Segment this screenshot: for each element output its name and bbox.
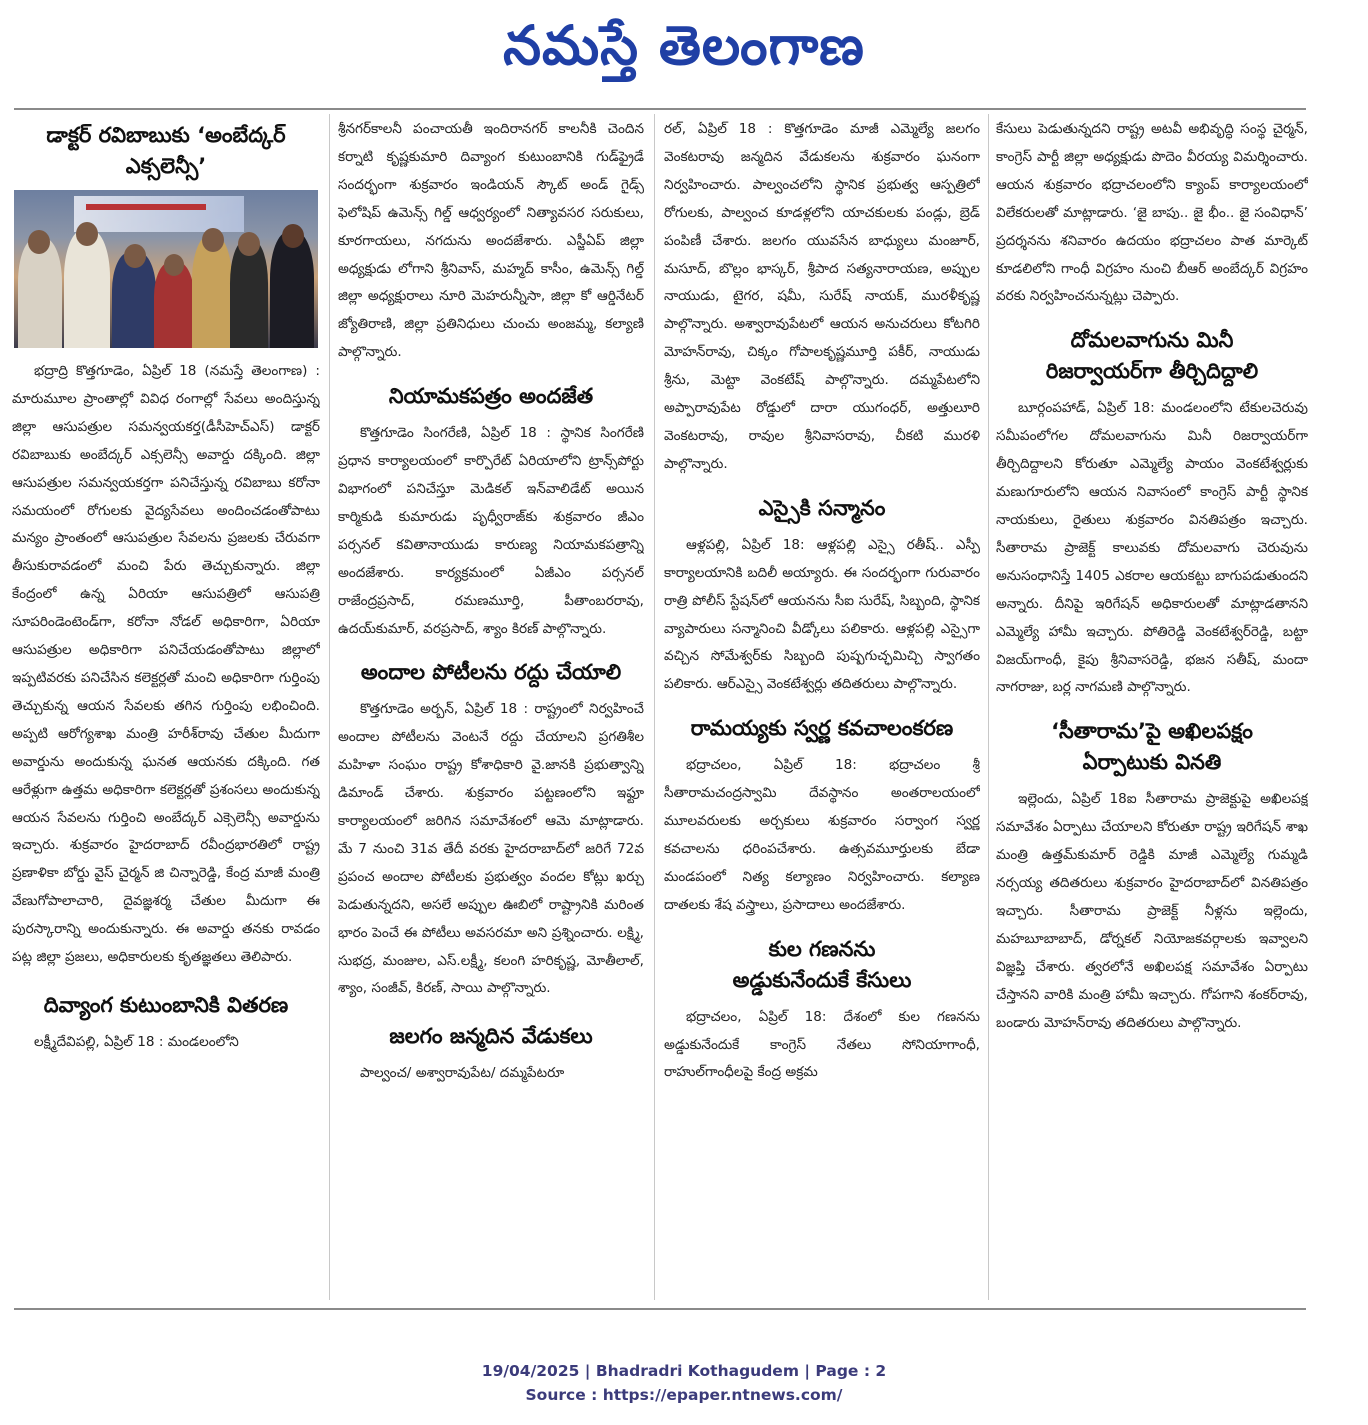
award-ceremony-photo bbox=[14, 190, 318, 348]
bottom-rule bbox=[14, 1308, 1306, 1310]
article-body: రల్, ఏప్రిల్ 18 : కొత్తగూడెం మాజీ ఎమ్మెల్యే జలగం వెంకటరావు జన్మదిన వేడుకలను శుక్రవారం ఘనంగా నిర్వహించారు. పాల్వంచలోని స్థానిక ప్రభుత్వ ఆస్పత్రిలో రోగులకు, పాల్వంచ కూడళ్లలోని యాచకులకు పండ్లు, బ్రెడ్ పంపిణీ చేశారు. జలగం యువసేన బాధ్యులు మంజూర్, మసూద్, బొల్లం భాస్కర్, శ్రీపాద సత్యనారాయణ, అప్పుల నాయుడు, టైగర, షమీ, సురేష్ నాయక్, మురళీకృష్ణ పాల్గొన్నారు. అశ్వారావుపేటలో ఆయన అనుచరులు కోటగిరి మోహన్‌రావు, చిక్కం గోపాలకృష్ణమూర్తి పకీర్, నాయుడు శ్రీను, మెట్టా వెంకటేష్ పాల్గొన్నారు. దమ్మపేటలోని అప్పారావుపేట రోడ్డులో దారా యుగంధర్, అత్తులూరి వెంకటరావు, రావుల శ్రీనివాసరావు, చీకటి మురళి పాల్గొన్నారు. bbox=[664, 121, 980, 472]
column-divider bbox=[654, 114, 655, 1300]
article-headline: జలగం జన్మదిన వేడుకలు bbox=[389, 1024, 593, 1049]
article-body: లక్ష్మీదేవిపల్లి, ఏప్రిల్ 18 : మండలంలోని bbox=[34, 1033, 239, 1050]
article-headline: కుల గణనను అడ్డుకునేందుకే కేసులు bbox=[732, 936, 912, 992]
article-headline: నియామకపత్రం అందజేత bbox=[388, 384, 594, 409]
person-figure bbox=[64, 230, 110, 348]
column-1 bbox=[12, 116, 320, 1302]
article-headline: డాక్టర్ రవిబాబుకు ‘అంబేద్కర్ ఎక్సలెన్సీ’ bbox=[46, 123, 286, 178]
person-figure bbox=[270, 232, 314, 348]
person-head bbox=[202, 228, 224, 252]
person-head bbox=[28, 230, 50, 254]
article-headline: ‘సీతారామ’పై అఖిలపక్షం ఏర్పాటుకు వినతి bbox=[1051, 719, 1253, 775]
article-body: పాల్వంచ/ అశ్వారావుపేట/ దమ్మపేటరూ bbox=[360, 1065, 565, 1082]
person-head bbox=[124, 244, 146, 268]
article-body: భద్రాద్రి కొత్తగూడెం, ఏప్రిల్ 18 (నమస్తే తెలంగాణ) : మారుమూల ప్రాంతాల్లో వివిధ రంగాల్లో సేవలు అందిస్తున్న జిల్లా ఆసుపత్రుల సమన్వయకర్త(డీసీహెచ్ఎస్) డాక్టర్ రవిబాబుకు అంబేద్కర్ ఎక్సలెన్సీ అవార్డు దక్కింది. జిల్లా ఆసుపత్రుల సమన్వయకర్తగా పనిచేస్తున్న రవిబాబు కరోనా సమయంలో రోగులకు వైద్యసేవలు అందించడంతోపాటు మన్యం ప్రాంతంలో ఆసుపత్రుల సేవలను ప్రజలకు చేరువగా తీసుకురావడంలో మంచి పేరు తెచ్చుకున్నారు. జిల్లా కేంద్రంలో ఉన్న ఏరియా ఆసుపత్రిలో ఆసుపత్రి సూపరిండెంటెండ్‌గా, కరోనా నోడల్ అధికారిగా, ఏరియా ఆసుపత్రుల అధికారిగా పనిచేయడంతోపాటు జిల్లాలో ఇప్పటివరకు పనిచేసిన కలెక్టర్లతో మంచి అధికారిగా గుర్తింపు తెచ్చుకున్న ఆయన సేవలకు తగిన గుర్తింపు లభించింది. అప్పటి ఆరోగ్యశాఖ మంత్రి హరీశ్‌రావు చేతుల మీదుగా అవార్డును అందుకున్న ఘనత ఆయనకు దక్కింది. గత ఆరేళ్లుగా ఉత్తమ అధికారిగా కలెక్టర్లతో ప్రశంసలు అందుకున్న ఆయన సేవలను గుర్తించి అంబేద్కర్ ఎక్సెలెన్సీ అవార్డును ఇచ్చారు. శుక్రవారం హైదరాబాద్ రవీంద్రభారతిలో రాష్ట్ర ప్రణాళికా బోర్డు వైస్ చైర్మన్ జి చిన్నారెడ్డి, కేంద్ర మాజీ మంత్రి వేణుగోపాలాచారి, దైవజ్ఞశర్మ చేతుల మీదుగా ఈ పురస్కారాన్ని అందుకున్నారు. ఈ అవార్డు తనకు రావడం పట్ల జిల్లా ప్రజలు, అధికారులకు కృతజ్ఞతలు తెలిపారు. bbox=[12, 363, 320, 966]
article-body: శ్రీనగర్‌కాలనీ పంచాయతీ ఇందిరానగర్ కాలనీకి చెందిన కర్నాటి కృష్ణకుమారి దివ్యాంగ కుటుంబానికి గుడ్‌ఫ్రైడే సందర్భంగా శుక్రవారం ఇండియన్ స్కౌట్ అండ్ గైడ్స్ ఫెలోషిప్ ఉమెన్స్ గిల్డ్ ఆధ్వర్యంలో నిత్యావసర సరుకులు, కూరగాయలు, నగదును అందజేశారు. ఎస్జీఏప్ జిల్లా అధ్యక్షుడు లోగాని శ్రీనివాస్, మహ్మద్ కాసీం, ఉమెన్స్ గిల్డ్ జిల్లా అధ్యక్షురాలు నూరి మెహరున్నీసా, జిల్లా కో ఆర్డినేటర్ జ్యోతిరాణి, జిల్లా ప్రతినిధులు చుంచు అంజమ్మ, కల్యాణి పాల్గొన్నారు. bbox=[338, 121, 644, 361]
person-head bbox=[164, 254, 184, 276]
article-headline: దోమలవాగును మినీ రిజర్వాయర్‌గా తీర్చిదిద్దాలి bbox=[1045, 328, 1259, 384]
article-body: ఆళ్లపల్లి, ఏప్రిల్ 18: ఆళ్లపల్లి ఎస్సై రతీష్.. ఎస్పీ కార్యాలయానికి బదిలీ అయ్యారు. ఈ సందర్భంగా గురువారం రాత్రి పోలీస్ స్టేషన్‌లో ఆయనను సీఐ సురేష్, సిబ్బంది, స్థానిక వ్యాపారులు సన్మానించి వీడ్కోలు పలికారు. ఆళ్లపల్లి ఎస్సైగా వచ్చిన సోమేశ్వర్‌కు సిబ్బంది పుష్పగుచ్ఛమిచ్చి స్వాగతం పలికారు. ఆర్ఎస్సై వెంకటేశ్వర్లు తదితరులు పాల్గొన్నారు. bbox=[664, 536, 980, 693]
article-body: కొత్తగూడెం సింగరేణి, ఏప్రిల్ 18 : స్థానిక సింగరేణి ప్రధాన కార్యాలయంలో కార్పొరేట్ ఏరియాలోని ట్రాన్స్‌పోర్టు విభాగంలో పనిచేస్తూ మెడికల్ ఇన్‌వాలిడేట్ అయిన కార్మికుడి కుమారుడు పృధ్వీరాజ్‌కు శుక్రవారం జీఎం పర్సనల్ కవితానాయుడు కారుణ్య నియామకపత్రాన్ని అందజేశారు. కార్యక్రమంలో ఏజీఎం పర్సనల్ రాజేంద్రప్రసాద్, రమణమూర్తి, పీతాంబరరావు, ఉదయ్‌కుమార్, వరప్రసాద్, శ్యాం కిరణ్ పాల్గొన్నారు. bbox=[338, 425, 644, 637]
article-headline: దివ్యాంగ కుటుంబానికి వితరణ bbox=[43, 992, 289, 1017]
article-headline: రామయ్యకు స్వర్ణ కవచాలంకరణ bbox=[690, 716, 954, 741]
column-3 bbox=[664, 116, 980, 1302]
article-body: భద్రాచలం, ఏప్రిల్ 18: దేశంలో కుల గణనను అడ్డుకునేందుకే కాంగ్రెస్ నేతలు సోనియాగాంధీ, రాహుల్‌గాంధీలపై కేంద్ర అక్రమ bbox=[664, 1008, 980, 1081]
person-figure bbox=[230, 240, 268, 348]
top-rule bbox=[14, 108, 1306, 110]
person-figure bbox=[192, 236, 232, 348]
column-2 bbox=[338, 116, 644, 1302]
article-body: ఇల్లెందు, ఏప్రిల్ 18ఐ సీతారామ ప్రాజెక్టుపై అఖిలపక్ష సమావేశం ఏర్పాటు చేయాలని కోరుతూ రాష్ట్ర ఇరిగేషన్ శాఖ మంత్రి ఉత్తమ్‌కుమార్ రెడ్డికి మాజీ ఎమ్మెల్యే గుమ్మడి నర్సయ్య తదితరులు శుక్రవారం హైదరాబాద్‌లో వినతిపత్రం ఇచ్చారు. సీతారామ ప్రాజెక్ట్ నీళ్లను ఇల్లెందు, మహబూబాబాద్, డోర్నకల్ నియోజకవర్గాలకు ఇవ్వాలని విజ్ఞప్తి చేశారు. త్వరలోనే అఖిలపక్ష సమావేశం ఏర్పాటు చేస్తానని వారికి మంత్రి హామీ ఇచ్చారు. గోపగాని శంకర్‌రావు, బండారు మోహన్‌రావు తదితరులు పాల్గొన్నారు. bbox=[996, 791, 1308, 1031]
article-headline: ఎస్సైకి సన్మానం bbox=[758, 495, 886, 520]
column-divider bbox=[329, 114, 330, 1300]
article-body: బూర్గంపహాడ్, ఏప్రిల్ 18: మండలంలోని టేకులచెరువు సమీపంలోగల దోమలవాగును మినీ రిజర్వాయర్‌గా తీర్చిదిద్దాలని కోరుతూ ఎమ్మెల్యే పాయం వెంకటేశ్వర్లుకు మణుగూరులోని ఆయన నివాసంలో కాంగ్రెస్ పార్టీ స్థానిక నాయకులు, రైతులు శుక్రవారం వినతిపత్రం ఇచ్చారు. సీతారామ ప్రాజెక్ట్ కాలువకు దోమలవాగు చెరువును అనుసంధానిస్తే 1405 ఎకరాల ఆయకట్టు బాగుపడుతుందని అన్నారు. దీనిపై ఇరిగేషన్ అధికారులతో మాట్లాడతానని ఎమ్మెల్యే హామీ ఇచ్చారు. పోతిరెడ్డి వెంకటేశ్వర్‌రెడ్డి, బట్టా విజయ్‌గాంధీ, కైపు శ్రీనివాసరెడ్డి, భజన సతీష్, మందా నాగరాజు, బర్ల నాగమణి పాల్గొన్నారు. bbox=[996, 400, 1308, 696]
article-body: కేసులు పెడుతున్నదని రాష్ట్ర అటవీ అభివృద్ధి సంస్థ చైర్మన్, కాంగ్రెస్ పార్టీ జిల్లా అధ్యక్షుడు పొదెం వీరయ్య విమర్శించారు. ఆయన శుక్రవారం భద్రాచలంలోని క్యాంప్ కార్యాలయంలో విలేకరులతో మాట్లాడారు. ‘జై బాపు.. జై భీం.. జై సంవిధాన్’ ప్రదర్శనను శనివారం ఉదయం భద్రాచలం పాత మార్కెట్ కూడలిలోని గాంధీ విగ్రహం నుంచి బీఆర్ అంబేద్కర్ విగ్రహం వరకు నిర్వహించనున్నట్లు చెప్పారు. bbox=[996, 121, 1308, 305]
stage-banner bbox=[74, 196, 244, 232]
article-body: కొత్తగూడెం అర్బన్, ఏప్రిల్ 18 : రాష్ట్రంలో నిర్వహించే అందాల పోటీలను వెంటనే రద్దు చేయాలని ప్రగతిశీల మహిళా సంఘం రాష్ట్ర కోశాధికారి వై.జానకి ప్రభుత్వాన్ని డిమాండ్ చేశారు. శుక్రవారం పట్టణంలోని ఇఫ్టూ కార్యాలయంలో జరిగిన సమావేశంలో ఆమె మాట్లాడారు. మే 7 నుంచి 31వ తేదీ వరకు హైదరాబాద్‌లో జరిగే 72వ ప్రపంచ అందాల పోటీలకు ప్రభుత్వం వందల కోట్లు ఖర్చు పెడుతున్నదని, అసలే అప్పుల ఊబిలో రాష్ట్రానికి మరింత భారం పెంచే ఈ పోటీలు అవసరమా అని ప్రశ్నించారు. లక్ష్మి, సుభద్ర, మంజుల, ఎస్.లక్ష్మీ, కలంగి హరికృష్ణ, మోతీలాల్, శ్యాం, సంజీవ్, కిరణ్, సాయి పాల్గొన్నారు. bbox=[338, 701, 644, 997]
article-body: భద్రాచలం, ఏప్రిల్ 18: భద్రాచలం శ్రీ సీతారామచంద్రస్వామి దేవస్థానం అంతరాలయంలో మూలవరులకు అర్చకులు శుక్రవారం సర్వాంగ స్వర్ణ కవచాలను ధరింపచేశారు. ఉత్సవమూర్తులకు బేడా మండపంలో నిత్య కల్యాణం నిర్వహించారు. కల్యాణ దాతలకు శేష వస్త్రాలు, ప్రసాదాలు అందజేశారు. bbox=[664, 757, 980, 913]
footer-source: Source : https://epaper.ntnews.com/ bbox=[525, 1386, 843, 1404]
person-head bbox=[282, 224, 304, 248]
article-headline: అందాల పోటీలను రద్దు చేయాలి bbox=[360, 660, 622, 685]
person-figure bbox=[18, 238, 62, 348]
masthead bbox=[0, 6, 1368, 96]
column-divider bbox=[988, 114, 989, 1300]
footer-dateline: 19/04/2025 | Bhadradri Kothagudem | Page : 2 bbox=[481, 1362, 887, 1380]
person-head bbox=[238, 232, 260, 256]
newspaper-logo: నమస్తే తెలంగాణ bbox=[503, 14, 865, 77]
person-head bbox=[76, 222, 98, 246]
column-4 bbox=[996, 116, 1308, 1302]
